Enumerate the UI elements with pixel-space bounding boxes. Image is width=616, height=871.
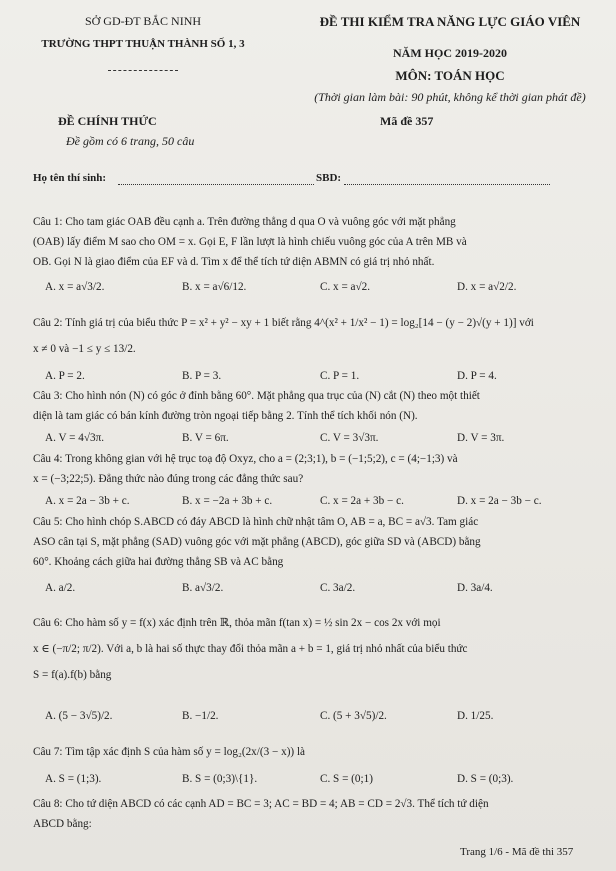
time-note: (Thời gian làm bài: 90 phút, không kể thời gian phát đề) — [314, 90, 586, 104]
option-c: C. P = 1. — [320, 370, 360, 382]
sbd-line — [344, 172, 550, 190]
option-b: B. −1/2. — [182, 710, 219, 722]
page-footer: Trang 1/6 - Mã đề thi 357 — [460, 846, 574, 858]
question-line: x ≠ 0 và −1 ≤ y ≤ 13/2. — [33, 343, 136, 355]
option-b: B. S = (0;3)\{1}. — [182, 773, 258, 785]
option-a: A. x = a√3/2. — [45, 281, 105, 293]
option-b: B. x = −2a + 3b + c. — [182, 495, 273, 507]
question-line: Câu 7: Tìm tập xác định S của hàm số y = log₂(2x/(3 − x)) là — [33, 746, 306, 758]
question-7 — [33, 742, 588, 762]
question-line: S = f(a).f(b) bằng — [33, 669, 112, 681]
option-d: D. P = 4. — [457, 370, 497, 382]
question-4 — [33, 449, 588, 489]
option-c: C. 3a/2. — [320, 582, 356, 594]
header-divider — [18, 58, 268, 76]
exam-code: Mã đề 357 — [380, 114, 434, 128]
option-b: B. a√3/2. — [182, 582, 224, 594]
question-line: Câu 4: Trong không gian với hệ trục toạ độ Oxyz, cho a = (2;3;1), b = (−1;5;2), c = (4;−1;3) và — [33, 453, 458, 465]
official-label: ĐỀ CHÍNH THỨC — [58, 114, 157, 128]
option-a: A. S = (1;3). — [45, 773, 102, 785]
question-line: Câu 2: Tính giá trị của biểu thức P = x² + y² − xy + 1 biết rằng 4^(x² + 1/x² − 1) = log₂[14 − (y − 2)√(y + 1)] với — [33, 317, 534, 329]
option-c: C. (5 + 3√5)/2. — [320, 710, 387, 722]
option-c: C. V = 3√3π. — [320, 432, 379, 444]
question-line: Câu 3: Cho hình nón (N) có góc ở đỉnh bằng 60°. Mặt phẳng qua trục của (N) cắt (N) theo một thiết — [33, 390, 480, 402]
question-5-options — [45, 582, 585, 594]
question-line: (OAB) lấy điểm M sao cho OM = x. Gọi E, F lần lượt là hình chiếu vuông góc của A trên MB và — [33, 236, 467, 248]
option-c: C. x = a√2. — [320, 281, 371, 293]
option-d: D. 1/25. — [457, 710, 494, 722]
option-a: A. P = 2. — [45, 370, 85, 382]
question-line: x ∈ (−π/2; π/2). Với a, b là hai số thực thay đổi thỏa mãn a + b = 1, giá trị nhỏ nhất của biểu thức — [33, 643, 468, 655]
option-b: B. P = 3. — [182, 370, 222, 382]
question-1 — [33, 212, 588, 272]
question-line: OB. Gọi N là giao điểm của EF và d. Tìm x để thể tích tứ diện ABMN có giá trị nhỏ nhất. — [33, 256, 435, 268]
option-d: D. 3a/4. — [457, 582, 493, 594]
option-d: D. V = 3π. — [457, 432, 505, 444]
question-6-options — [45, 710, 585, 722]
question-8 — [33, 794, 588, 834]
school-year: NĂM HỌC 2019-2020 — [393, 46, 507, 60]
subject: MÔN: TOÁN HỌC — [395, 68, 505, 83]
page-count-note: Đề gồm có 6 trang, 50 câu — [66, 134, 195, 148]
option-a: A. a/2. — [45, 582, 76, 594]
question-line: ABCD bằng: — [33, 818, 92, 830]
question-2 — [33, 313, 588, 359]
option-d: D. x = 2a − 3b − c. — [457, 495, 542, 507]
option-c: C. S = (0;1) — [320, 773, 373, 785]
question-6 — [33, 610, 588, 688]
sbd-label: SBD: — [316, 172, 342, 184]
question-3-options — [45, 432, 585, 444]
option-b: B. x = a√6/12. — [182, 281, 247, 293]
question-7-options — [45, 773, 585, 785]
question-4-options — [45, 495, 585, 507]
department-name: SỞ GD-ĐT BẮC NINH — [84, 14, 202, 28]
question-line: ASO cân tại S, mặt phẳng (SAD) vuông góc với mặt phẳng (ABCD), góc giữa SD và (ABCD) bằng — [33, 536, 481, 548]
question-line: x = (−3;22;5). Đẳng thức nào đúng trong các đẳng thức sau? — [33, 473, 304, 485]
question-line: Câu 8: Cho tứ diện ABCD có các cạnh AD = BC = 3; AC = BD = 4; AB = CD = 2√3. Thể tích tứ diện — [33, 798, 489, 810]
option-d: D. x = a√2/2. — [457, 281, 517, 293]
option-c: C. x = 2a + 3b − c. — [320, 495, 404, 507]
question-line: Câu 5: Cho hình chóp S.ABCD có đáy ABCD là hình chữ nhật tâm O, AB = a, BC = a√3. Tam giác — [33, 516, 479, 528]
option-a: A. V = 4√3π. — [45, 432, 105, 444]
option-a: A. (5 − 3√5)/2. — [45, 710, 113, 722]
question-1-options — [45, 281, 585, 293]
question-line: diện là tam giác có bán kính đường tròn ngoại tiếp bằng 2. Tính thể tích khối nón (N). — [33, 410, 418, 422]
question-line: Câu 1: Cho tam giác OAB đều cạnh a. Trên đường thẳng d qua O và vuông góc với mặt phẳng — [33, 216, 456, 228]
question-3 — [33, 386, 588, 426]
student-name-line — [118, 172, 314, 190]
question-2-options — [45, 370, 585, 382]
question-line: Câu 6: Cho hàm số y = f(x) xác định trên ℝ, thỏa mãn f(tan x) = ½ sin 2x − cos 2x với mọi — [33, 617, 441, 629]
exam-title: ĐỀ THI KIỂM TRA NĂNG LỰC GIÁO VIÊN — [319, 14, 581, 29]
option-b: B. V = 6π. — [182, 432, 229, 444]
option-a: A. x = 2a − 3b + c. — [45, 495, 130, 507]
student-name-label: Họ tên thí sinh: — [33, 172, 107, 184]
school-name: TRƯỜNG THPT THUẬN THÀNH SỐ 1, 3 — [41, 38, 245, 50]
option-d: D. S = (0;3). — [457, 773, 514, 785]
question-line: 60°. Khoảng cách giữa hai đường thẳng SB và AC bằng — [33, 556, 284, 568]
question-5 — [33, 512, 588, 572]
